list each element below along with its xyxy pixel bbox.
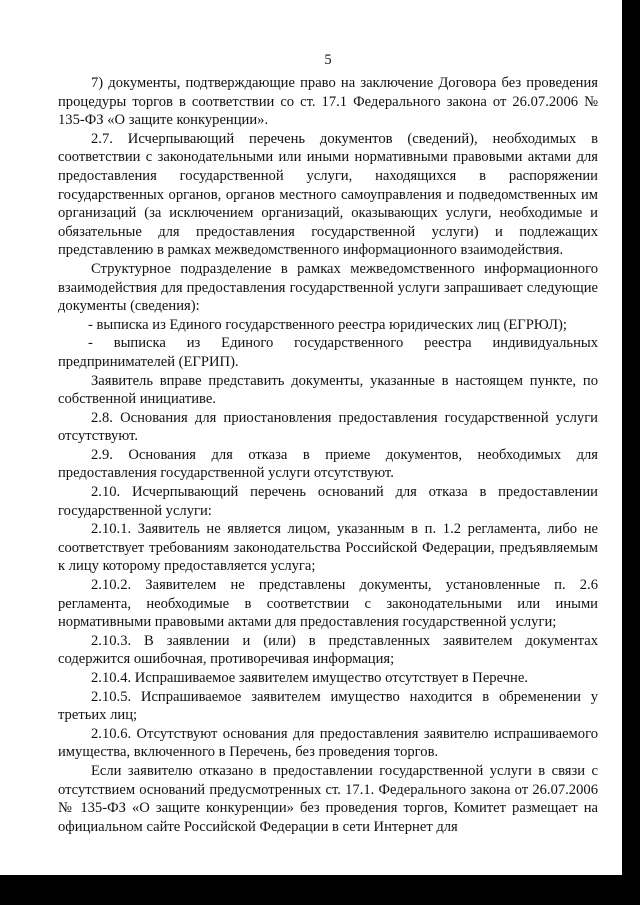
paragraph-applicant-right: Заявитель вправе представить документы, указанные в настоящем пункте, по собственной инициативе. xyxy=(58,372,598,408)
page-number: 5 xyxy=(324,52,332,68)
paragraph-2-9: 2.9. Основания для отказа в приеме документов, необходимых для предоставления государственной услуги отсутствуют. xyxy=(58,446,598,482)
paragraph-2-10-1: 2.10.1. Заявитель не является лицом, указанным в п. 1.2 регламента, либо не соответствует требованиям законодательства Российской Федерации, предъявляемым к лицу которому предоставляется услуга; xyxy=(58,521,598,575)
scan-border-right xyxy=(622,0,640,905)
list-item-egrul: - выписка из Единого государственного реестра юридических лиц (ЕГРЮЛ); xyxy=(88,316,567,333)
list-item-egrip: - выписка из Единого государственного реестра индивидуальных предпринимателей (ЕГРИП). xyxy=(58,335,598,370)
paragraph-2-10-2: 2.10.2. Заявителем не представлены документы, установленные п. 2.6 регламента, необходимые в соответствии с законодательными или иными нормативными правовыми актами для предоставления государственной услуги; xyxy=(58,577,598,631)
paragraph-structural-unit: Структурное подразделение в рамках межведомственного информационного взаимодействия для предоставления государственной услуги запрашивает следующие документы (сведения): xyxy=(58,260,598,315)
paragraph-2-10: 2.10. Исчерпывающий перечень оснований для отказа в предоставлении государственной услуги: xyxy=(58,484,598,519)
paragraph-2-10-6: 2.10.6. Отсутствуют основания для предоставления заявителю испрашиваемого имущества, включенного в Перечень, без проведения торгов. xyxy=(58,725,598,761)
paragraph-2-7: 2.7. Исчерпывающий перечень документов (сведений), необходимых в соответствии с законодательными или иными нормативными правовыми актами для предоставления государственной услуги, находящихся в распоряжении государственных органов, органов местного самоуправления и подведомственных им организаций (за исключением организаций, оказывающих услуги, необходимые и обязательные для предоставления государственной услуги) и подлежащих представлению в рамках межведомственного информационного взаимодействия. xyxy=(58,130,598,259)
paragraph-2-10-4: 2.10.4. Испрашиваемое заявителем имущество отсутствует в Перечне. xyxy=(91,670,528,686)
scan-border-bottom xyxy=(0,875,640,905)
paragraph-2-8: 2.8. Основания для приостановления предоставления государственной услуги отсутствуют. xyxy=(58,409,598,445)
paragraph-item-7-documents: 7) документы, подтверждающие право на заключение Договора без проведения процедуры торгов в соответствии со ст. 17.1 Федерального закона от 26.07.2006 № 135-ФЗ «О защите конкуренции». xyxy=(58,75,598,129)
document-body xyxy=(58,74,598,836)
paragraph-2-10-3: 2.10.3. В заявлении и (или) в представленных заявителем документах содержится ошибочная, противоречивая информация; xyxy=(58,632,598,668)
paragraph-2-10-5: 2.10.5. Испрашиваемое заявителем имущество находится в обременении у третьих лиц; xyxy=(58,688,598,724)
paragraph-refusal-procedure: Если заявителю отказано в предоставлении государственной услуги в связи с отсутствием оснований предусмотренных ст. 17.1. Федерального закона от 26.07.2006 № 135-ФЗ «О защите конкуренции» без проведения торгов, Комитет размещает на официальном сайте Российской Федерации в сети Интернет для xyxy=(58,762,598,835)
